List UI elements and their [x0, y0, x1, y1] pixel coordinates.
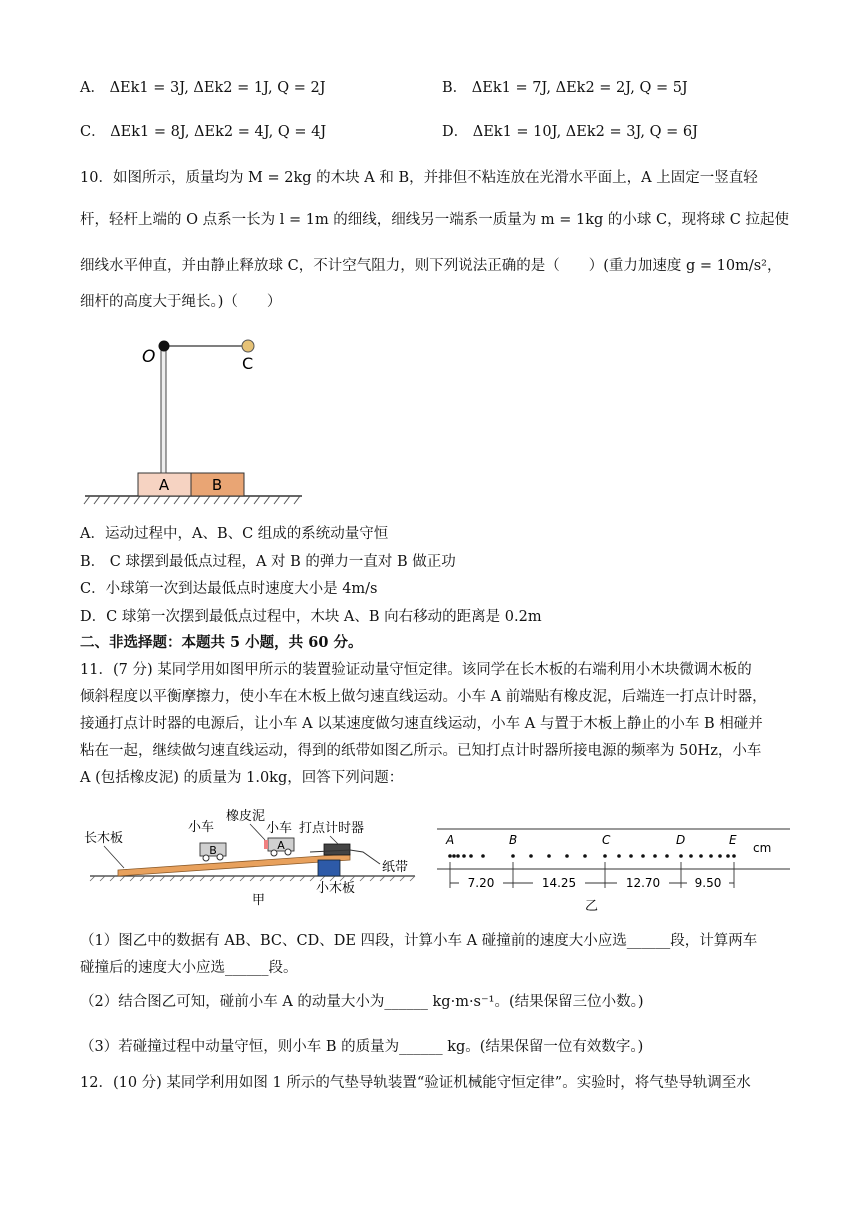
q10-option-d: D．C 球第一次摆到最低点过程中，木块 A、B 向右移动的距离是 0.2m [80, 609, 542, 625]
q9-option-c: C． ΔEk1 = 8J, ΔEk2 = 4J, Q = 4J [80, 124, 327, 140]
point-label-b: B [509, 833, 518, 847]
point-label-a: A [446, 833, 455, 847]
q10-line-1: 10．如图所示，质量均为 M = 2kg 的木块 A 和 B，并排但不粘连放在光滑水平面上，A 上固定一竖直轻 [80, 170, 758, 186]
q11-line-1: 11．(7 分) 某同学用如图甲所示的装置验证动量守恒定律。该同学在长木板的右端利用小木块微调木板的 [80, 662, 752, 678]
cart-b-wheel-2 [217, 854, 223, 860]
q10-line-2: 杆，轻杆上端的 O 点系一长为 l = 1m 的细线，细线另一端系一质量为 m = 1kg 的小球 C，现将球 C 拉起使 [80, 212, 789, 228]
q11-sub1-line-1: （1）图乙中的数据有 AB、BC、CD、DE 四段，计算小车 A 碰撞前的速度大小应选______段，计算两车 [80, 933, 758, 949]
vertical-rod [161, 343, 166, 473]
q11-line-5: A (包括橡皮泥) 的质量为 1.0kg，回答下列问题： [80, 770, 404, 786]
segment-ab: 7.20 [467, 876, 495, 890]
q11-sub3: （3）若碰撞过程中动量守恒，则小车 B 的质量为______ kg。(结果保留一位有效数字。) [80, 1039, 644, 1055]
block-a-label: A [158, 476, 170, 494]
label-c: C [242, 354, 254, 373]
cart-a-wheel-1 [271, 850, 277, 856]
q12-line-1: 12．(10 分) 某同学利用如图 1 所示的气垫导轨装置“验证机械能守恒定律”。实验时，将气垫导轨调至水 [80, 1075, 751, 1091]
putty [264, 840, 268, 849]
label-timer: 打点计时器 [299, 821, 365, 836]
ball-c [242, 340, 254, 352]
point-label-d: D [676, 833, 686, 847]
label-o: O [142, 347, 156, 367]
q9-option-b: B． ΔEk1 = 7J, ΔEk2 = 2J, Q = 5J [442, 80, 688, 96]
q11-sub2: （2）结合图乙可知，碰前小车 A 的动量大小为______ kg·m·s⁻¹。(结果保留三位小数。) [80, 994, 644, 1010]
label-putty: 橡皮泥 [226, 809, 266, 824]
pivot-o [159, 341, 170, 352]
q11-sub1-line-2: 碰撞后的速度大小应选______段。 [80, 960, 298, 976]
small-block [318, 860, 340, 876]
block-b-label: B [211, 476, 223, 494]
caption-yi: 乙 [585, 899, 599, 914]
q10-line-3: 细线水平伸直，并由静止释放球 C，不计空气阻力，则下列说法正确的是（ ）(重力加速度 g = 10m/s²， [80, 258, 782, 274]
segment-de: 9.50 [694, 876, 722, 890]
unit-label: cm [753, 841, 772, 855]
cart-b-label: B [209, 844, 217, 857]
q11-line-3: 接通打点计时器的电源后，让小车 A 以某速度做匀速直线运动，小车 A 与置于木板上静止的小车 B 相碰并 [80, 716, 763, 732]
caption-jia: 甲 [252, 893, 266, 908]
point-label-e: E [729, 833, 737, 847]
q11-line-4: 粘在一起，继续做匀速直线运动，得到的纸带如图乙所示。已知打点计时器所接电源的频率为 50Hz，小车 [80, 743, 762, 759]
segment-cd: 12.70 [625, 876, 661, 890]
label-car-right: 小车 [266, 821, 293, 836]
section-2-heading: 二、非选择题：本题共 5 小题，共 60 分。 [80, 634, 363, 651]
tape-dots [448, 854, 736, 858]
label-car-left: 小车 [188, 820, 215, 835]
point-label-c: C [602, 833, 611, 847]
long-board [118, 854, 350, 876]
label-tape: 纸带 [382, 860, 409, 875]
q10-option-b: B． C 球摆到最低点过程，A 对 B 的弹力一直对 B 做正功 [80, 554, 456, 570]
cart-a-label: A [277, 839, 285, 852]
timer [324, 844, 350, 855]
label-long-board: 长木板 [84, 831, 124, 846]
figure-yi [435, 822, 795, 914]
q9-option-d: D． ΔEk1 = 10J, ΔEk2 = 3J, Q = 6J [442, 124, 698, 140]
q11-line-2: 倾斜程度以平衡摩擦力，使小车在木板上做匀速直线运动。小车 A 前端贴有橡皮泥，后端连一打点计时器， [80, 689, 767, 705]
q10-figure [80, 325, 310, 515]
q10-option-c: C．小球第一次到达最低点时速度大小是 4m/s [80, 581, 378, 597]
q10-option-a: A．运动过程中，A、B、C 组成的系统动量守恒 [80, 526, 389, 542]
table-hatch [90, 876, 415, 881]
cart-a-wheel-2 [285, 849, 291, 855]
cart-b-wheel-1 [203, 855, 209, 861]
q10-line-4: 细杆的高度大于绳长。)（ ） [80, 294, 282, 310]
segment-bc: 14.25 [541, 876, 577, 890]
label-block: 小木板 [316, 881, 356, 896]
q9-option-a: A． ΔEk1 = 3J, ΔEk2 = 1J, Q = 2J [80, 80, 326, 96]
figure-jia [80, 800, 420, 910]
ground-hatch [84, 496, 300, 504]
